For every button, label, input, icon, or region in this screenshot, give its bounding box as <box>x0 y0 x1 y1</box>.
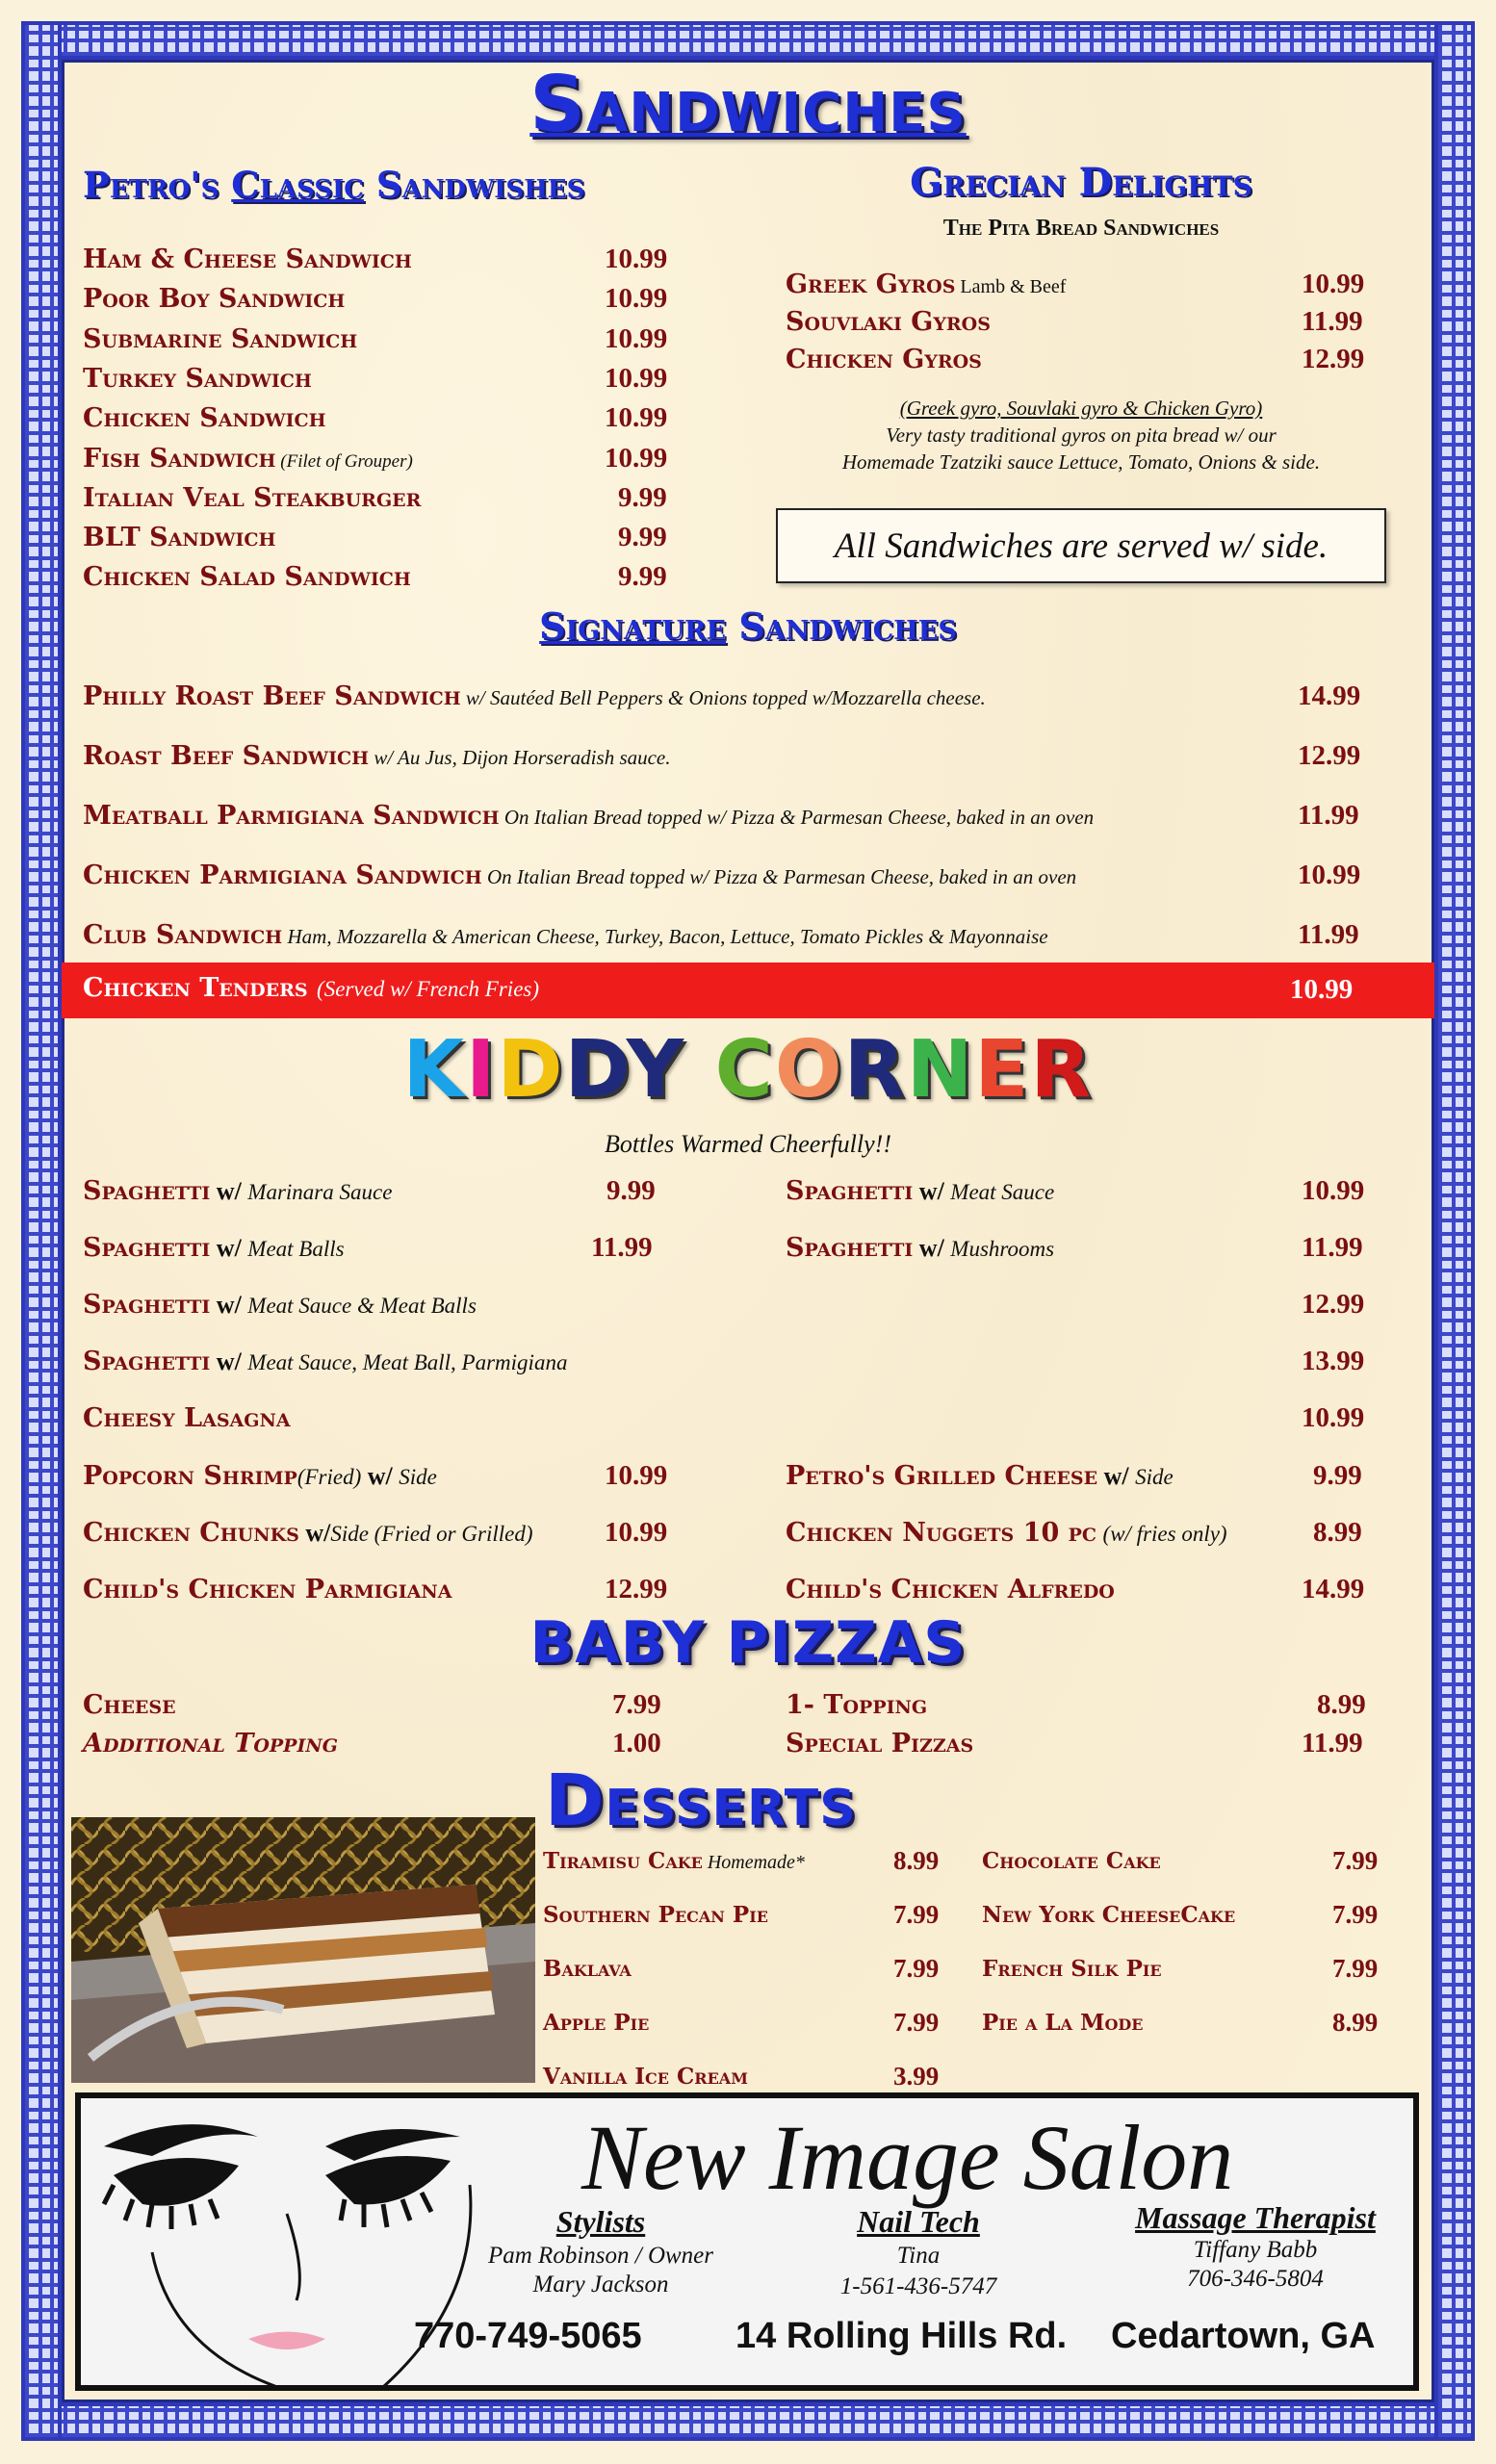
kiddy-pair-right-note: Side <box>1135 1465 1174 1489</box>
kiddy-pair-right-price: 8.99 <box>1313 1517 1362 1548</box>
kiddy-letter: O <box>774 1024 844 1116</box>
grecian-item-label: Greek Gyros <box>786 270 956 299</box>
kiddy-pair-right-label: Child's Chicken Alfredo <box>786 1575 1115 1604</box>
nail-line-2: 1-561-436-5747 <box>839 2273 997 2299</box>
signature-heading-b: Sandwiches <box>726 604 957 648</box>
pizza-price: 7.99 <box>612 1689 661 1720</box>
kiddy-item-note: Meat Balls <box>247 1237 345 1261</box>
signature-heading-a: Signature <box>539 604 727 648</box>
signature-item-name <box>83 681 986 711</box>
kiddy-item <box>83 1176 392 1206</box>
classic-item-label: BLT Sandwich <box>83 523 276 553</box>
kiddy-item-price: 11.99 <box>591 1232 653 1263</box>
signature-item-note: On Italian Bread topped w/ Pizza & Parmesan Cheese, baked in an oven <box>499 806 1095 829</box>
dessert-left-note: Homemade* <box>702 1852 805 1873</box>
grecian-item-name <box>786 307 991 337</box>
tenders-name: Chicken Tenders <box>83 973 308 1003</box>
classic-item-label: Turkey Sandwich <box>83 363 312 394</box>
kiddy-item-price: 13.99 <box>1302 1346 1365 1376</box>
kiddy-item-note: Meat Sauce <box>950 1180 1055 1204</box>
signature-item-price: 10.99 <box>1298 860 1361 890</box>
signature-item-note: Ham, Mozzarella & American Cheese, Turkey, Bacon, Lettuce, Tomato Pickles & Mayonnaise <box>282 925 1048 948</box>
kiddy-item <box>786 1233 1054 1263</box>
kiddy-letter: I <box>466 1024 498 1116</box>
signature-item-price: 11.99 <box>1298 800 1359 831</box>
kiddy-item-label: Spaghetti <box>786 1233 914 1263</box>
kiddy-item-label: Spaghetti <box>83 1347 211 1376</box>
signature-item-name <box>83 741 671 771</box>
kiddy-pair-right <box>786 1461 1174 1491</box>
classic-item-price: 9.99 <box>618 561 667 593</box>
kiddy-letter: C <box>714 1024 775 1116</box>
kiddy-letter: K <box>402 1024 466 1116</box>
classic-item-price: 10.99 <box>605 322 668 354</box>
kiddy-item <box>83 1403 291 1433</box>
page-title: Sandwiches <box>529 60 967 149</box>
kiddy-pair-right-price: 9.99 <box>1313 1460 1362 1491</box>
dessert-left-price: 7.99 <box>893 2008 940 2037</box>
classic-item-name <box>83 284 345 314</box>
greek-key-border-right <box>1434 21 1475 2441</box>
classic-item-name <box>83 444 413 474</box>
grecian-item-price: 10.99 <box>1302 269 1365 299</box>
dessert-left-price: 7.99 <box>893 1954 940 1983</box>
classic-heading-c: Sandwishes <box>363 164 585 206</box>
kiddy-item-price: 11.99 <box>1302 1232 1363 1263</box>
kiddy-item-price: 10.99 <box>1302 1402 1365 1433</box>
kiddy-letter: D <box>564 1024 627 1116</box>
salon-phone: 770-749-5065 <box>414 2316 642 2356</box>
dessert-right-price: 8.99 <box>1332 2008 1379 2037</box>
kiddy-pair-left-with: w/ <box>298 1519 331 1547</box>
classic-item-price: 10.99 <box>605 442 668 474</box>
dessert-left-label: Apple Pie <box>543 2010 650 2036</box>
kiddy-letter: D <box>497 1024 565 1116</box>
signature-item-name <box>83 801 1094 831</box>
signature-item-label: Chicken Parmigiana Sandwich <box>83 860 482 890</box>
signature-item-label: Meatball Parmigiana Sandwich <box>83 801 500 831</box>
kiddy-pair-left-note2: Side (Fried or Grilled) <box>330 1522 533 1546</box>
kiddy-item-label: Spaghetti <box>83 1290 211 1320</box>
grecian-item-name <box>786 345 982 374</box>
classic-item-name <box>83 483 421 513</box>
pizza-item: 1- Topping <box>786 1690 928 1720</box>
kiddy-pair-left-label: Child's Chicken Parmigiana <box>83 1575 452 1604</box>
grecian-desc-2: Very tasty traditional gyros on pita bread w/ our <box>886 424 1277 447</box>
kiddy-item-price: 9.99 <box>606 1175 656 1206</box>
kiddy-item <box>83 1233 345 1263</box>
kiddy-corner-title <box>0 1024 1496 1116</box>
kiddy-letter <box>685 1024 715 1116</box>
dessert-right-item: Chocolate Cake <box>982 1848 1161 1874</box>
classic-item-name <box>83 523 275 552</box>
classic-item-name <box>83 403 326 433</box>
kiddy-pair-left <box>83 1575 451 1604</box>
dessert-right-price: 7.99 <box>1332 1846 1379 1875</box>
signature-item-name <box>83 920 1048 950</box>
kiddy-pair-right-label: Petro's Grilled Cheese <box>786 1461 1098 1491</box>
classic-heading <box>83 164 584 206</box>
pizza-item: Cheese <box>83 1690 176 1720</box>
kiddy-pair-left-label: Popcorn Shrimp <box>83 1461 297 1491</box>
kiddy-item <box>83 1347 567 1376</box>
classic-item-name <box>83 364 312 394</box>
kiddy-pair-right-with: w/ <box>1097 1462 1136 1490</box>
classic-item-label: Submarine Sandwich <box>83 323 358 354</box>
grecian-desc-3: Homemade Tzatziki sauce Lettuce, Tomato, Onions & side. <box>841 450 1321 474</box>
salon-name: New Image Salon <box>581 2106 1234 2209</box>
kiddy-letter: E <box>974 1024 1031 1116</box>
classic-heading-a: Petro's <box>83 164 232 206</box>
grecian-desc-1: (Greek gyro, Souvlaki gyro & Chicken Gyro) <box>899 397 1263 420</box>
kiddy-item-with: w/ <box>210 1348 248 1375</box>
classic-item-note: (Filet of Grouper) <box>275 450 413 472</box>
kiddy-item-label: Spaghetti <box>786 1176 914 1206</box>
classic-item-name <box>83 324 357 354</box>
tenders-note: (Served w/ French Fries) <box>317 977 540 1001</box>
kiddy-item-note: Mushrooms <box>950 1237 1055 1261</box>
kiddy-item-with: w/ <box>913 1177 951 1205</box>
greek-key-border-left <box>21 21 62 2441</box>
massage-heading: Massage Therapist <box>1135 2200 1376 2235</box>
stylists-heading: Stylists <box>555 2204 646 2239</box>
signature-item-price: 14.99 <box>1298 680 1361 711</box>
signature-item-price: 11.99 <box>1298 919 1359 950</box>
nail-line-1: Tina <box>896 2243 941 2269</box>
kiddy-item <box>786 1176 1054 1206</box>
kiddy-item-with: w/ <box>913 1234 951 1262</box>
dessert-left-item <box>543 1848 805 1874</box>
served-note-box <box>776 508 1386 583</box>
dessert-left-item <box>543 2010 649 2036</box>
kiddy-pair-left-note: (Fried) <box>297 1465 362 1489</box>
massage-line-2: 706-346-5804 <box>1187 2266 1324 2292</box>
kiddy-pair-right-note: (w/ fries only) <box>1102 1522 1227 1546</box>
kiddy-pair-left-note2: Side <box>399 1465 437 1489</box>
kiddy-item-note: Meat Sauce & Meat Balls <box>247 1294 477 1318</box>
kiddy-pair-right <box>786 1518 1227 1548</box>
kiddy-pair-left-label: Chicken Chunks <box>83 1518 299 1548</box>
dessert-left-price: 8.99 <box>893 1846 940 1875</box>
tiramisu-photo <box>71 1817 535 2083</box>
signature-item-note: w/ Au Jus, Dijon Horseradish sauce. <box>369 746 671 769</box>
grecian-item-label: Souvlaki Gyros <box>786 307 991 337</box>
nail-heading: Nail Tech <box>857 2204 980 2239</box>
chicken-tenders-price: 10.99 <box>1290 974 1354 1005</box>
kiddy-letter: R <box>843 1024 907 1116</box>
classic-item-price: 10.99 <box>605 402 668 434</box>
kiddy-pair-right <box>786 1575 1115 1604</box>
greek-key-border-bottom <box>21 2402 1475 2441</box>
pizza-price: 8.99 <box>1317 1689 1366 1720</box>
classic-item-name <box>83 244 412 274</box>
signature-item-label: Roast Beef Sandwich <box>83 741 370 771</box>
signature-item-price: 12.99 <box>1298 740 1361 771</box>
signature-heading <box>0 604 1496 648</box>
grecian-item-label: Chicken Gyros <box>786 345 982 374</box>
kiddy-item-price: 10.99 <box>1302 1175 1365 1206</box>
greek-key-border-top <box>21 21 1475 60</box>
grecian-item-price: 11.99 <box>1302 306 1363 337</box>
dessert-right-price: 7.99 <box>1332 1900 1379 1929</box>
classic-item-label: Poor Boy Sandwich <box>83 284 346 315</box>
dessert-left-price: 7.99 <box>893 1900 940 1929</box>
grecian-item-price: 12.99 <box>1302 344 1365 374</box>
pizza-price: 1.00 <box>612 1728 661 1758</box>
signature-item-label: Club Sandwich <box>83 920 283 950</box>
classic-item-label: Chicken Sandwich <box>83 403 326 434</box>
kiddy-pair-right-label: Chicken Nuggets 10 pc <box>786 1518 1097 1548</box>
kiddy-item-price: 12.99 <box>1302 1289 1365 1320</box>
grecian-item-name <box>786 270 1066 299</box>
massage-line-1: Tiffany Babb <box>1193 2237 1318 2263</box>
salon-ad <box>75 2092 1419 2391</box>
dessert-left-label: Baklava <box>543 1956 632 1982</box>
classic-item-price: 10.99 <box>605 362 668 394</box>
kiddy-letter: N <box>906 1024 975 1116</box>
kiddy-item-note: Meat Sauce, Meat Ball, Parmigiana <box>247 1350 568 1374</box>
kiddy-item-label: Spaghetti <box>83 1233 211 1263</box>
kiddy-pair-right-price: 14.99 <box>1302 1574 1365 1604</box>
pizza-price: 11.99 <box>1302 1728 1363 1758</box>
classic-item-price: 10.99 <box>605 283 668 315</box>
grecian-heading: Grecian Delights <box>910 160 1252 205</box>
kiddy-item-with: w/ <box>210 1177 248 1205</box>
stylists-line-1: Pam Robinson / Owner <box>487 2243 714 2269</box>
dessert-left-item <box>543 2064 748 2090</box>
served-note: All Sandwiches are served w/ side. <box>834 526 1328 566</box>
desserts-heading: Desserts <box>545 1759 857 1842</box>
dessert-right-item: New York CheeseCake <box>982 1902 1236 1928</box>
dessert-left-item <box>543 1956 632 1982</box>
pizza-item: Additional Topping <box>83 1729 338 1758</box>
dessert-right-item: French Silk Pie <box>982 1956 1162 1982</box>
grecian-subheading: The Pita Bread Sandwiches <box>942 216 1220 241</box>
signature-item-note: w/ Sautéed Bell Peppers & Onions topped w/Mozzarella cheese. <box>460 686 986 709</box>
pizza-item: Special Pizzas <box>786 1729 974 1758</box>
classic-heading-b: Classic <box>231 164 364 206</box>
classic-item-label: Ham & Cheese Sandwich <box>83 244 412 274</box>
dessert-right-item: Pie a La Mode <box>982 2010 1144 2036</box>
kiddy-letter: R <box>1030 1024 1094 1116</box>
dessert-left-price: 3.99 <box>893 2062 940 2091</box>
signature-item-label: Philly Roast Beef Sandwich <box>83 681 461 711</box>
salon-city: Cedartown, GA <box>1111 2316 1376 2356</box>
kiddy-item-label: Cheesy Lasagna <box>83 1403 291 1433</box>
kiddy-pair-left-with: w/ <box>361 1462 400 1490</box>
classic-item-name <box>83 562 411 592</box>
chicken-tenders-name <box>83 973 539 1003</box>
classic-item-label: Fish Sandwich <box>83 443 276 474</box>
dessert-left-label: Tiramisu Cake <box>543 1848 703 1874</box>
kiddy-item-with: w/ <box>210 1291 248 1319</box>
kiddy-item <box>83 1290 477 1320</box>
kiddy-pair-left-price: 10.99 <box>605 1460 668 1491</box>
tiramisu-image <box>71 1817 535 2083</box>
grecian-item-note: Lamb & Beef <box>955 276 1067 297</box>
kiddy-pair-left <box>83 1518 532 1548</box>
kiddy-pair-left-price: 10.99 <box>605 1517 668 1548</box>
kiddy-item-note: Marinara Sauce <box>247 1180 393 1204</box>
kiddy-pair-left <box>83 1461 437 1491</box>
dessert-left-item <box>543 1902 768 1928</box>
kiddy-item-label: Spaghetti <box>83 1176 211 1206</box>
signature-item-name <box>83 860 1076 890</box>
dessert-left-label: Vanilla Ice Cream <box>543 2064 748 2090</box>
classic-item-price: 9.99 <box>618 522 667 553</box>
kiddy-item-with: w/ <box>210 1234 248 1262</box>
salon-address: 14 Rolling Hills Rd. <box>735 2316 1068 2356</box>
stylists-line-2: Mary Jackson <box>532 2272 669 2297</box>
classic-item-price: 10.99 <box>605 244 668 274</box>
classic-item-label: Chicken Salad Sandwich <box>83 562 411 593</box>
baby-pizzas-heading: BABY PIZZAS <box>529 1609 967 1677</box>
classic-item-label: Italian Veal Steakburger <box>83 482 422 513</box>
kiddy-pair-left-price: 12.99 <box>605 1574 668 1604</box>
dessert-left-label: Southern Pecan Pie <box>543 1902 768 1928</box>
kiddy-tagline: Bottles Warmed Cheerfully!! <box>605 1130 891 1158</box>
kiddy-letter: Y <box>626 1024 686 1116</box>
signature-item-note: On Italian Bread topped w/ Pizza & Parmesan Cheese, baked in an oven <box>481 865 1077 888</box>
classic-item-price: 9.99 <box>618 481 667 513</box>
dessert-right-price: 7.99 <box>1332 1954 1379 1983</box>
